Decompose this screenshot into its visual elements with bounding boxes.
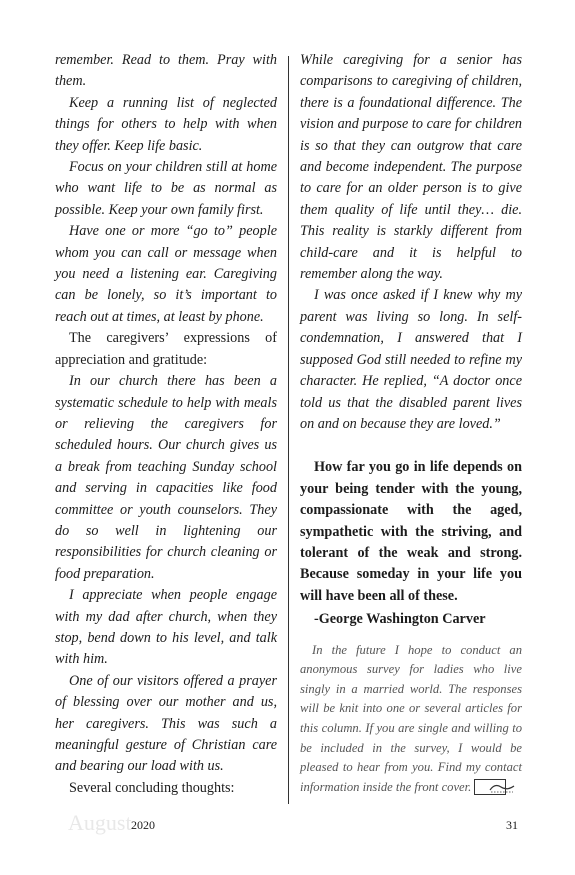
quote-attribution: -George Washington Carver: [314, 611, 486, 628]
left-paragraph-1: remember. Read to them. Pray with them.: [55, 52, 277, 90]
left-paragraph-5: The caregivers’ expressions of appreciation and gratitude:: [55, 330, 277, 368]
left-paragraph-8: One of our visitors offered a prayer of blessing over our mother and us, her caregivers. This was such a meaningful gesture of Christian care and bearing our load with us.: [55, 672, 277, 775]
left-paragraph-4: Have one or more “go to” people whom you can call or message when you need a listening ear. Caregiving can be lonely, so it’s important to reach out at times, at least by phone.: [55, 223, 277, 325]
end-of-article-icon: [474, 779, 506, 795]
left-paragraph-9: Several concluding thoughts:: [69, 779, 235, 796]
footer-year: 2020: [131, 818, 155, 832]
right-column: [300, 50, 522, 797]
author-note-text: In the future I hope to conduct an anonymous survey for ladies who live singly in a married world. The responses will be knit into one or several articles for this column. If you are single and willing to be included in the survey, I would be pleased to hear from you. Find my contact information inside the front cover.: [300, 642, 522, 794]
left-paragraph-6: In our church there has been a systematic schedule to help with meals or relieving the caregivers for scheduled hours. Our church gives us a break from teaching Sunday school and serving in capacities like food committee or youth counselors. They do so well in lightening our responsibilities for church cleaning or food preparation.: [55, 373, 277, 582]
left-paragraph-3: Focus on your children still at home who want life to be as normal as possible. Keep your own family first.: [55, 159, 277, 218]
footer-month: August: [68, 810, 132, 835]
quote-text: How far you go in life depends on your being tender with the young, compassionate with the aged, sympathetic with the striving, and tolerant of the weak and strong. Because someday in your life you will have been all of these.: [300, 459, 522, 604]
left-paragraph-2: Keep a running list of neglected things for others to help with when they offer. Keep life basic.: [55, 94, 277, 154]
author-note: [300, 641, 522, 798]
right-paragraph-1: While caregiving for a senior has comparisons to caregiving of children, there is a foundational difference. The vision and purpose to care for children is so that they can outgrow that care and become independent. The purpose to care for an older person is to give them quality of life until they… die. This reality is starkly different from child-care and it is helpful to remember along the way.: [300, 52, 522, 283]
right-paragraph-2: I was once asked if I knew why my parent was living so long. In self-condemnation, I answered that I supposed God still needed to refine my character. He replied, “A doctor once told us that the disabled parent lives on and on because they are loved.”: [300, 287, 522, 432]
pull-quote: [300, 457, 522, 630]
left-column: [55, 50, 277, 799]
left-paragraph-7: I appreciate when people engage with my dad after church, when they stop, bend down to his level, and talk with him.: [55, 587, 277, 668]
column-divider: [288, 56, 289, 804]
page-number: 31: [506, 818, 518, 832]
